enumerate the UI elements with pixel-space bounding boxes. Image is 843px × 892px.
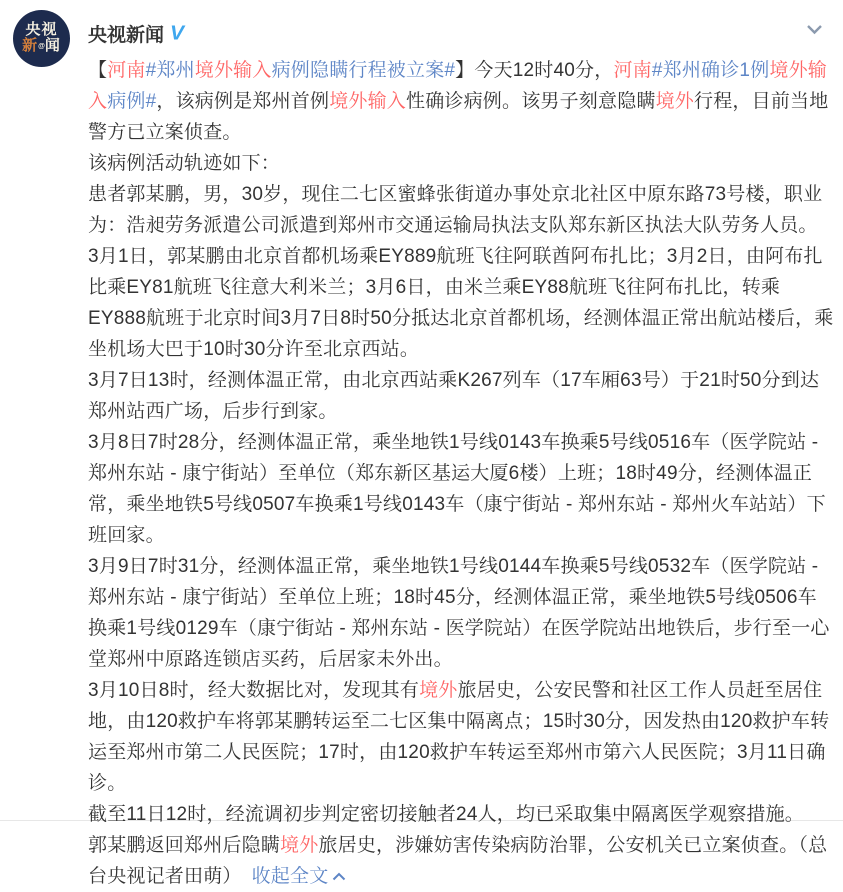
verified-badge-icon: V xyxy=(170,22,185,45)
paragraph xyxy=(88,799,835,830)
paragraph xyxy=(88,675,835,799)
paragraph xyxy=(88,148,835,179)
paragraph xyxy=(88,427,835,551)
body-text-segment: 3月8日7时28分，经测体温正常，乘坐地铁1号线0143车换乘5号线0516车（医学院站 - 郑州东站 - 康宁街站）至单位（郑东新区基运大厦6楼）上班；18时49分，经测体温正常，乘坐地铁5号线0507车换乘1号线0143车（康宁街站 - 郑州东站 - 郑州火车站站）下班回家。 xyxy=(88,432,826,546)
post-header xyxy=(88,20,835,47)
body-text-segment: 3月7日13时，经测体温正常，由北京西站乘K267列车（17车厢63号）于21时50分到达郑州站西广场，后步行到家。 xyxy=(88,370,820,422)
body-text-segment: 性确诊病例。该男子刻意隐瞒 xyxy=(406,91,656,112)
hashtag-link[interactable]: 病例# xyxy=(107,91,157,112)
paragraph xyxy=(88,830,835,892)
paragraph xyxy=(88,551,835,675)
body-text-segment: 截至11日12时，经流调初步判定密切接触者24人，均已采取集中隔离医学观察措施。 xyxy=(88,804,804,825)
chevron-down-icon[interactable] xyxy=(806,24,823,35)
hashtag-link[interactable]: 病例隐瞒行程被立案# xyxy=(271,60,456,81)
highlight-keyword: 境外 xyxy=(280,835,319,856)
author-name[interactable]: 央视新闻 xyxy=(88,25,165,46)
paragraph xyxy=(88,55,835,148)
body-text-segment: 【 xyxy=(88,60,108,81)
body-text-segment: 旅居史，涉嫌妨害传染病防治罪，公安机关已立案侦查。（总台央视记者田萌） xyxy=(88,835,828,887)
highlight-keyword: 境外输入 xyxy=(194,60,272,81)
body-text-segment: 旅居史，公安民警和社区工作人员赶至居住地，由120救护车将郭某鹏转运至二七区集中隔离点；15时30分，因发热由120救护车转运至郑州市第二人民医院；17时，由120救护车转运至郑州市第六人民医院；3月11日确诊。 xyxy=(88,680,830,794)
paragraph xyxy=(88,179,835,241)
body-text-segment: 】今天12时40分， xyxy=(455,60,614,81)
paragraph xyxy=(88,241,835,365)
highlight-keyword: 河南 xyxy=(613,60,652,81)
highlight-keyword: 境外输入 xyxy=(329,91,406,112)
highlight-keyword: 境外 xyxy=(655,91,695,112)
highlight-keyword: 河南 xyxy=(107,60,146,81)
avatar-logo-line2: 新@闻 xyxy=(22,37,61,54)
body-text-segment: 患者郭某鹏，男，30岁，现住二七区蜜蜂张街道办事处京北社区中原东路73号楼，职业为：浩昶劳务派遣公司派遣到郑州市交通运输局执法支队郑东新区执法大队劳务人员。 xyxy=(88,184,823,236)
hashtag-link[interactable]: #郑州确诊1例 xyxy=(651,60,770,81)
highlight-keyword: 境外输入 xyxy=(88,60,828,112)
paragraph xyxy=(88,365,835,427)
body-text-segment: 3月1日，郭某鹏由北京首都机场乘EY889航班飞往阿联酋阿布扎比；3月2日，由阿布扎比乘EY81航班飞往意大利米兰；3月6日，由米兰乘EY88航班飞往阿布扎比，转乘EY888航班于北京时间3月7日8时50分抵达北京首都机场，经测体温正常出航站楼后，乘坐机场大巴于10时30分许至北京西站。 xyxy=(88,246,834,360)
collapse-full-text-link[interactable]: 收起全文 xyxy=(252,866,347,887)
body-text-segment: 郭某鹏返回郑州后隐瞒 xyxy=(88,835,281,856)
avatar-at-badge: @ xyxy=(38,43,45,50)
body-text-segment: ，该病例是郑州首例 xyxy=(156,91,330,112)
hashtag-link[interactable]: #郑州 xyxy=(145,60,195,81)
body-text-segment: 行程，目前当地警方已立案侦查。 xyxy=(88,91,829,143)
chevron-up-icon xyxy=(332,872,346,881)
body-text-segment: 该病例活动轨迹如下： xyxy=(88,153,281,174)
avatar[interactable] xyxy=(13,10,70,67)
avatar-logo-line1: 央视 xyxy=(25,21,58,38)
post-text xyxy=(88,55,835,892)
highlight-keyword: 境外 xyxy=(419,680,458,701)
body-text-segment: 3月9日7时31分，经测体温正常，乘坐地铁1号线0144车换乘5号线0532车（医学院站 - 郑州东站 - 康宁街站）至单位上班；18时45分，经测体温正常，乘坐地铁5号线0506车换乘1号线0129车（康宁街站 - 郑州东站 - 医学院站）在医学院站出地铁后，步行至一心堂郑州中原路连锁店买药，后居家未外出。 xyxy=(88,556,830,670)
body-text-segment: 3月10日8时，经大数据比对，发现其有 xyxy=(88,680,420,701)
